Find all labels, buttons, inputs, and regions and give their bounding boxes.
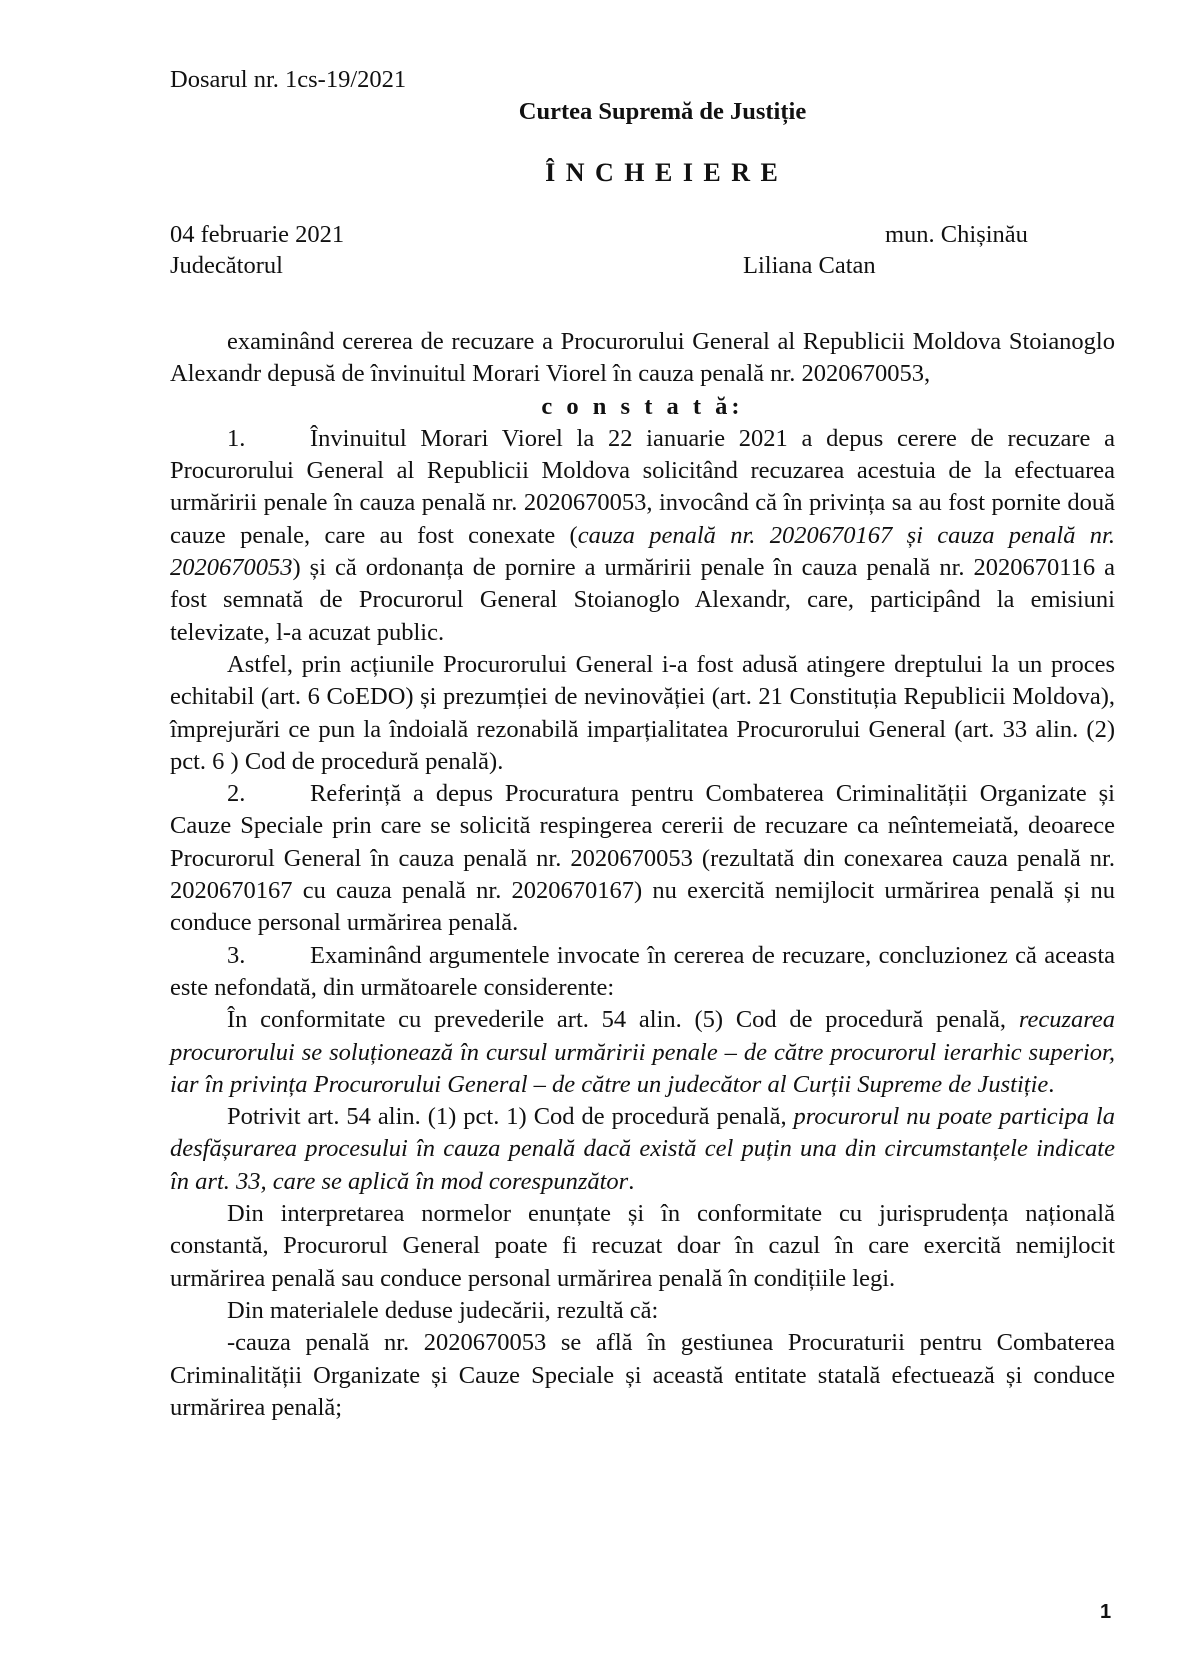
paragraph-1-citation: cauza penală nr. 2020670167 și cauza penală nr. 2020670053	[170, 521, 1116, 582]
document-type-title: Î N C H E I E R E	[545, 158, 780, 187]
case-number: Dosarul nr. 1cs-19/2021	[170, 66, 407, 93]
paragraph-6: Din interpretarea normelor enunțate și în conformitate cu jurisprudența națională constantă, Procurorul General poate fi recuzat doar în cazul în care exercită nemijlocit urmărirea penală sau conduce personal urmărirea penală în condițiile legi.	[170, 1200, 1115, 1292]
constata-heading: c o n s t a t ă:	[541, 392, 744, 420]
paragraph-3-text: Examinând argumentele invocate în cererea de recuzare, concluzionez că aceasta este nefondată, din următoarele considerente:	[170, 941, 1115, 1001]
paragraph-4-quote: recuzarea procurorului se soluționează în cursul urmăririi penale – de către procurorul ierarhic superior, iar în privința Procurorului General – de către un judecător al Curții Supreme de Justiție	[170, 1006, 1115, 1098]
paragraph-2-text: Referință a depus Procuratura pentru Combaterea Criminalității Organizate și Cauze Speciale prin care se solicită respingerea cererii de recuzare ca neîntemeiată, deoarece Procurorul General în cauza penală nr. 2020670053 (rezultată din conexarea cauza penală nr. 2020670167 cu cauza penală nr. 2020670167) nu exercită nemijlocit urmărirea penală și nu conduce personal urmărirea penală.	[170, 780, 1115, 937]
paragraph-1-text-end: ) și că ordonanța de pornire a urmăririi penale în cauza penală nr. 2020670116 a fost semnată de Procurorul General Stoianoglo Alexandr, care, participând la emisiuni televizate, l-a acuzat public.	[170, 554, 1115, 646]
court-name: Curtea Supremă de Justiție	[518, 98, 807, 125]
document-date: 04 februarie 2021	[170, 221, 345, 248]
paragraph-2-number: 2.	[227, 780, 246, 808]
judge-label: Judecătorul	[170, 252, 283, 279]
paragraph-2	[170, 778, 1115, 939]
paragraph-4	[170, 1004, 1115, 1101]
paragraph-5-quote: procurorul nu poate participa la desfășurarea procesului în cauza penală dacă există cel puțin una din circumstanțele indicate în art. 33, care se aplică în mod corespunzător	[170, 1103, 1115, 1195]
paragraph-3-number: 3.	[227, 941, 246, 969]
document-page	[170, 0, 1115, 1660]
page-number: 1	[1100, 1601, 1112, 1623]
paragraph-7: Din materialele deduse judecării, rezultă că:	[227, 1296, 659, 1324]
document-place: mun. Chișinău	[885, 221, 1028, 248]
paragraph-5	[170, 1101, 1115, 1198]
document-body	[170, 326, 1115, 1424]
paragraph-5-text: Potrivit art. 54 alin. (1) pct. 1) Cod de procedură penală,	[227, 1103, 794, 1131]
paragraph-3	[170, 940, 1115, 1005]
paragraph-5-text-end: .	[628, 1167, 635, 1195]
paragraph-1-text: Învinuitul Morari Viorel la 22 ianuarie 2021 a depus cerere de recuzare a Procurorului General al Republicii Moldova solicitând recuzarea acestuia de la efectuarea urmăririi penale în cauza penală nr. 2020670053, invocând că în privința sa au fost pornite două cauze penale, care au fost conexate (	[170, 424, 1115, 549]
paragraph-4-text-end: .	[1048, 1070, 1055, 1098]
paragraph-1b: Astfel, prin acțiunile Procurorului General i-a fost adusă atingere dreptului la un proces echitabil (art. 6 CoEDO) și prezumției de nevinovăției (art. 21 Constituția Republicii Moldova), împrejurări ce pun la îndoială rezonabilă imparțialitatea Procurorului General (art. 33 alin. (2) pct. 6 ) Cod de procedură penală).	[170, 650, 1115, 775]
intro-paragraph: examinând cererea de recuzare a Procurorului General al Republicii Moldova Stoianoglo Alexandr depusă de învinuitul Morari Viorel în cauza penală nr. 2020670053,	[170, 328, 1115, 388]
paragraph-4-text: În conformitate cu prevederile art. 54 alin. (5) Cod de procedură penală,	[227, 1006, 1019, 1034]
paragraph-1-number: 1.	[227, 424, 246, 452]
paragraph-1	[170, 423, 1115, 649]
list-item: -cauza penală nr. 2020670053 se află în gestiunea Procuraturii pentru Combaterea Criminalității Organizate și Cauze Speciale și această entitate statală efectuează și conduce urmărirea penală;	[170, 1329, 1115, 1421]
judge-name: Liliana Catan	[743, 252, 876, 279]
